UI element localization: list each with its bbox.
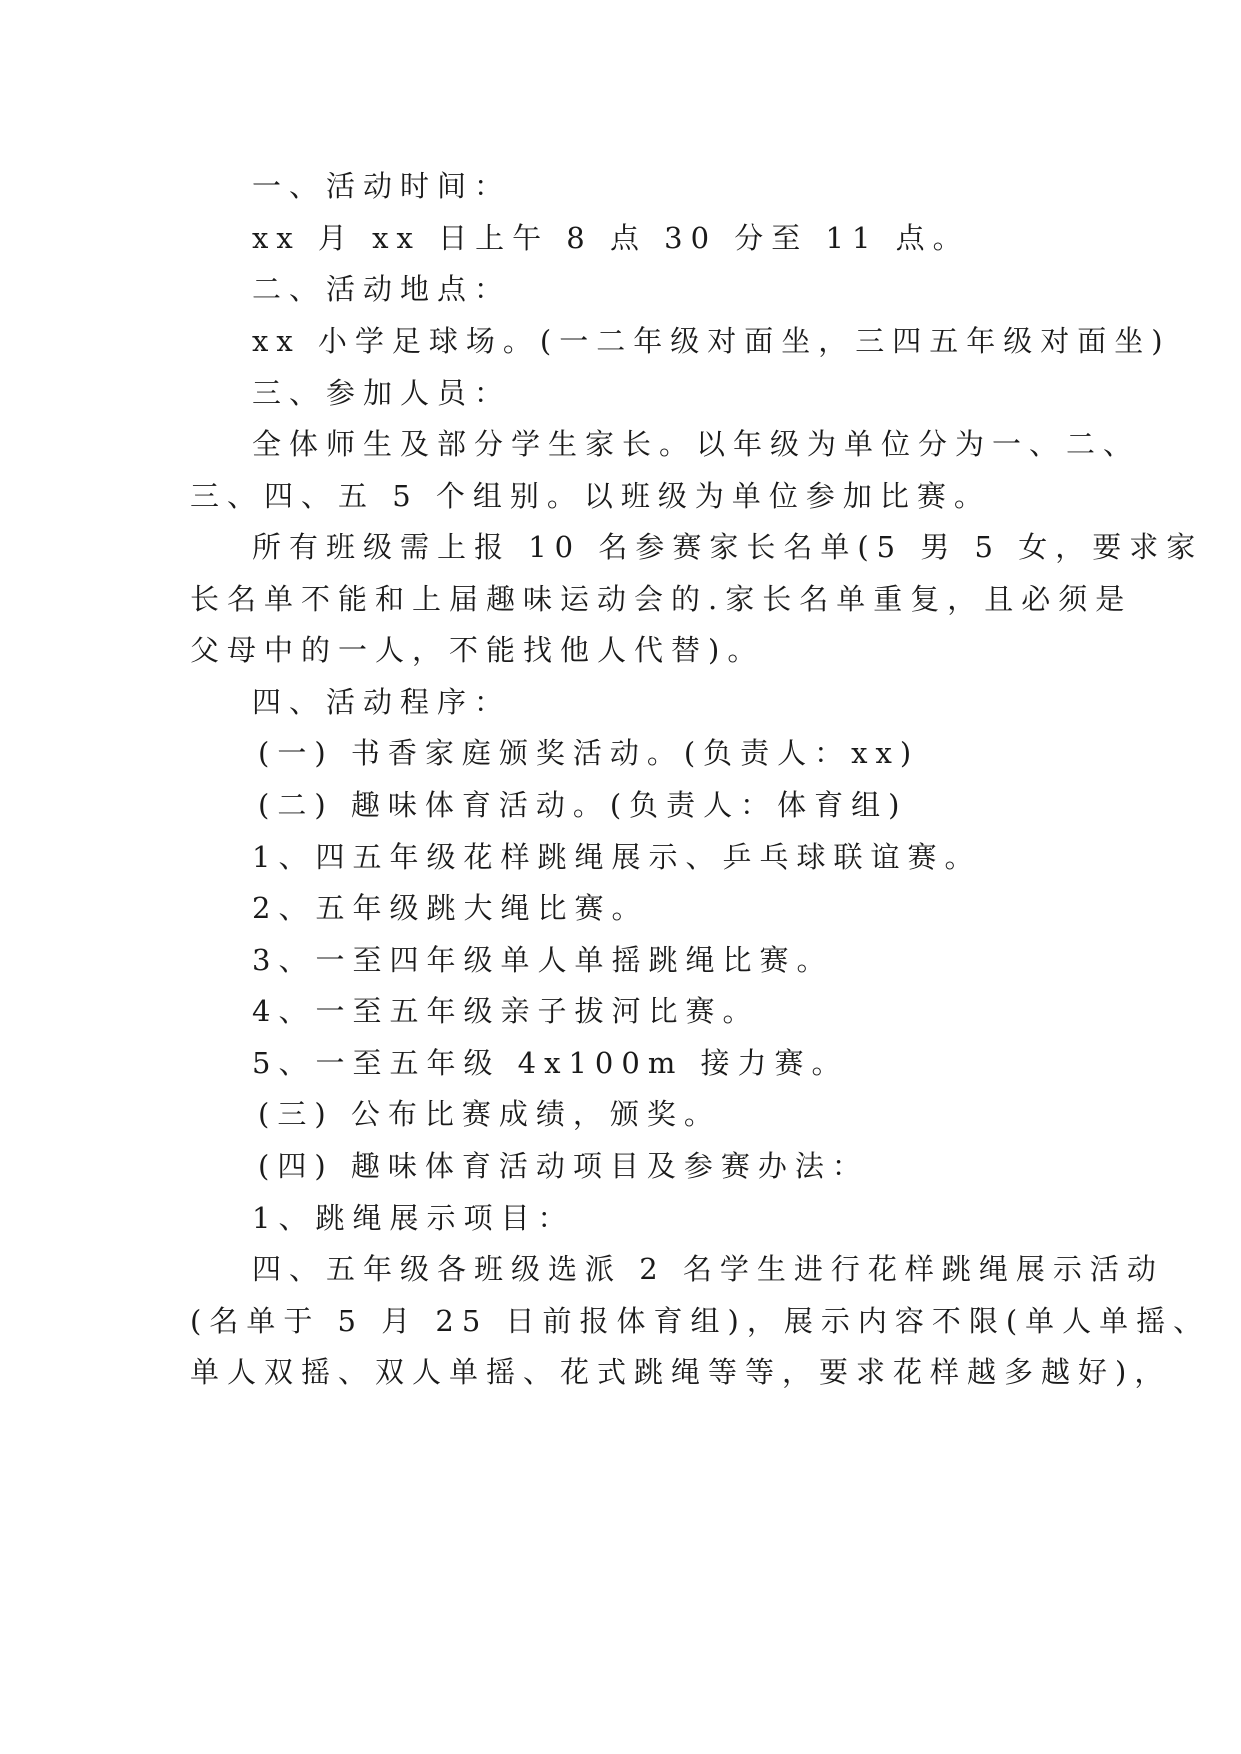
program-item-2: (二) 趣味体育活动。(负责人：体育组) — [258, 788, 908, 822]
participants-text-line-2: 三、四、五 5 个组别。以班级为单位参加比赛。 — [190, 479, 991, 513]
participants-text-line-1: 全体师生及部分学生家长。以年级为单位分为一、二、 — [252, 427, 1141, 461]
activity-location-text: xx 小学足球场。(一二年级对面坐，三四五年级对面坐) — [252, 324, 1171, 358]
rope-show-text-line-2: (名单于 5 月 25 日前报体育组)，展示内容不限(单人单摇、 — [190, 1304, 1211, 1338]
rope-show-text-line-1: 四、五年级各班级选派 2 名学生进行花样跳绳展示活动 — [252, 1252, 1164, 1286]
sub-item-5: 5、一至五年级 4x100m 接力赛。 — [252, 1046, 849, 1080]
heading-activity-location: 二、活动地点： — [252, 272, 512, 306]
rope-show-text-line-3: 单人双摇、双人单摇、花式跳绳等等，要求花样越多越好)， — [190, 1355, 1172, 1389]
sub-item-2: 2、五年级跳大绳比赛。 — [252, 891, 649, 925]
parents-list-line-2: 长名单不能和上届趣味运动会的.家长名单重复，且必须是 — [190, 582, 1133, 616]
activity-time-text: xx 月 xx 日上午 8 点 30 分至 11 点。 — [252, 221, 970, 255]
rope-show-heading: 1、跳绳展示项目： — [252, 1201, 575, 1235]
parents-list-line-3: 父母中的一人，不能找他人代替)。 — [190, 633, 765, 667]
program-item-4: (四) 趣味体育活动项目及参赛办法： — [258, 1149, 869, 1183]
heading-activity-time: 一、活动时间： — [252, 169, 512, 203]
heading-activity-program: 四、活动程序： — [252, 685, 512, 719]
program-item-1: (一) 书香家庭颁奖活动。(负责人：xx) — [258, 736, 920, 770]
sub-item-3: 3、一至四年级单人单摇跳绳比赛。 — [252, 943, 834, 977]
program-item-3: (三) 公布比赛成绩，颁奖。 — [258, 1097, 721, 1131]
sub-item-1: 1、四五年级花样跳绳展示、乒乓球联谊赛。 — [252, 840, 982, 874]
heading-participants: 三、参加人员： — [252, 376, 512, 410]
sub-item-4: 4、一至五年级亲子拔河比赛。 — [252, 994, 760, 1028]
parents-list-line-1: 所有班级需上报 10 名参赛家长名单(5 男 5 女，要求家 — [252, 530, 1204, 564]
